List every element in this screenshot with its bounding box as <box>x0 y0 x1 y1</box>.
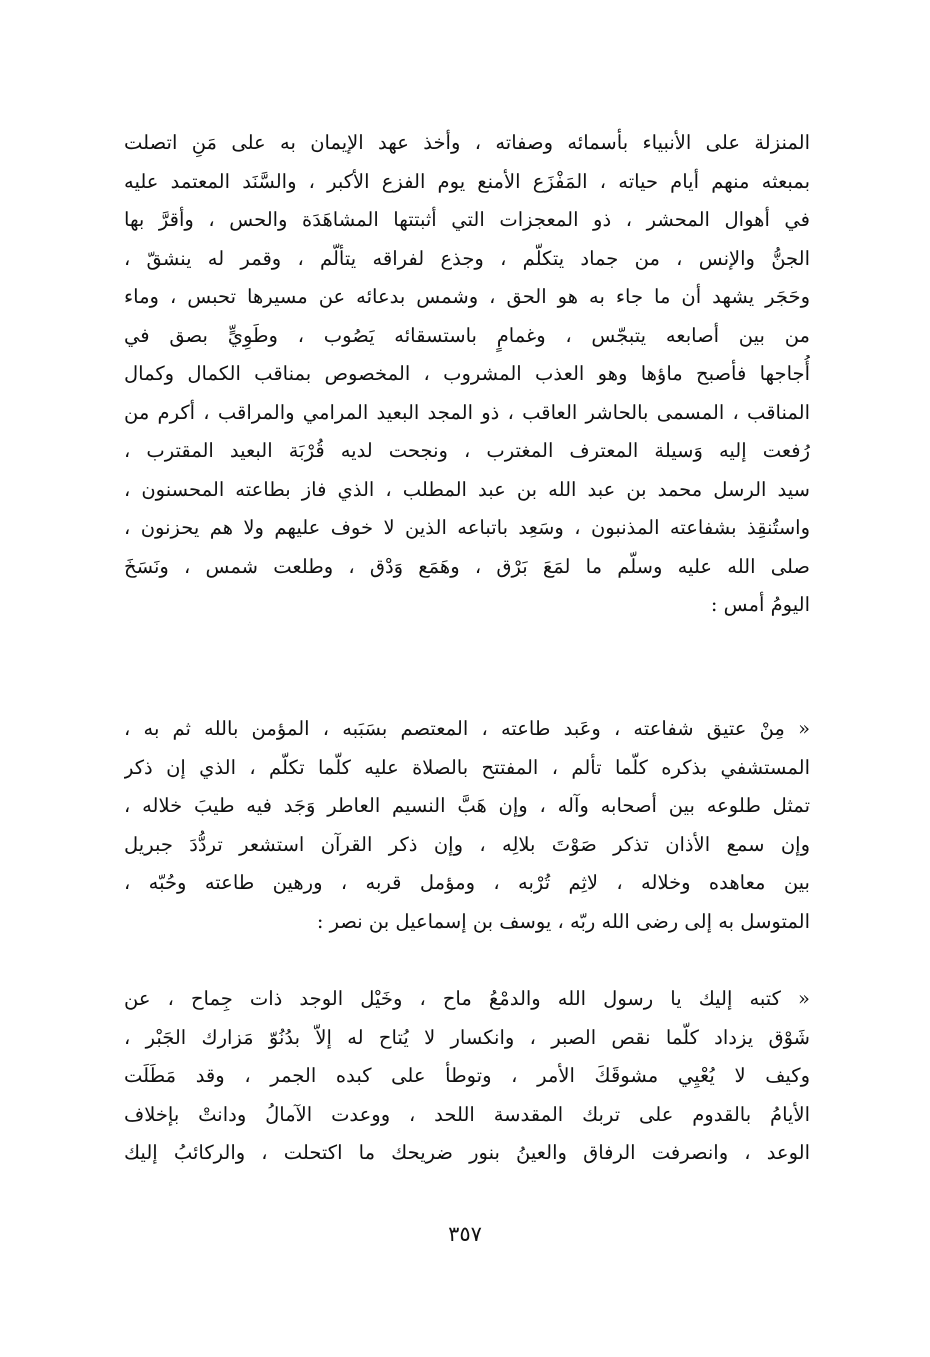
text-line: المتوسل به إلى رضى الله ربّه ، يوسف بن إسماعيل بن نصر : <box>316 909 810 933</box>
text-line: المناقب ، المسمى بالحاشر العاقب ، ذو المجد البعيد المرامي والمراقب ، أكرم من <box>124 400 810 424</box>
text-line: من بين أصابعه يتبجّس ، وغمامٍ باستسقائه يَصُوب ، وطَوِيٍّ بصق في <box>124 323 810 347</box>
text-line: وكيف لا يُعْيِي مشوقَكَ الأمر ، وتوطأ على كبده الجمر ، وقد مَطَلَت <box>124 1064 810 1087</box>
text-line: الجنُّ والإنس ، من جماد يتكلّم ، وجذع لفراقه يتألّم ، وقمر له ينشقّ ، <box>124 246 810 270</box>
paragraph-praise <box>124 124 810 625</box>
text-line: « مِنْ عتيق شفاعته ، وعَبد طاعته ، المعتصم بسَبَبه ، المؤمن بالله ثم به ، <box>124 717 810 740</box>
text-line: وإن سمع الأذان تذكر صَوْتَ بلالِه ، وإن ذكر القرآن استشعر تردُّدَ جبريل <box>124 832 810 856</box>
text-line: المستشفي بذكره كلّما تألم ، المفتتح بالصلاة عليه كلّما تكلّم ، الذي إن ذكر <box>124 755 810 779</box>
text-line: وحَجَر يشهد أن ما جاء به هو الحق ، وشمس بدعائه عن مسيرها تحبس ، وماء <box>124 285 810 308</box>
text-line: « كتبه إليك يا رسول الله والدمْعُ ماح ، وخَيْل الوجد ذات جِماح ، عن <box>124 987 810 1010</box>
text-line: الوعد ، وانصرفت الرفاق والعينُ بنور ضريحك ما اكتحلت ، والركائبُ إليك <box>124 1141 810 1164</box>
text-line: واستُنقِذ بشفاعته المذنبون ، وسَعِد باتباعه الذين لا خوف عليهم ولا هم يحزنون ، <box>124 516 810 539</box>
text-line: سيد الرسل محمد بن عبد الله بن عبد المطلب ، الذي فاز بطاعته المحسنون ، <box>124 477 810 501</box>
text-line: صلى الله عليه وسلّم ما لمَعَ بَرْق ، وهَمَع وَدْق ، وطلعت شمس ، ونَسَخَ <box>124 554 810 578</box>
text-line: أُجاجها فأصبح ماؤها وهو العذب المشروب ، المخصوص بمناقب الكمال وكمال <box>124 362 810 385</box>
page-number: ٣٥٧ <box>448 1222 482 1246</box>
text-line: اليومُ أمس : <box>710 593 810 616</box>
text-line: رُفعت إليه وَسيلة المعترف المغترب ، ونجحت لديه قُرْبَة البعيد المقترب ، <box>124 439 810 462</box>
paragraph-sender <box>124 710 810 941</box>
text-line: شَوْق يزداد كلّما نقص الصبر ، وانكسار لا يُتاح له إلاّ بدُنُوّ مَزارك الجَبْر ، <box>124 1025 810 1049</box>
paragraph-letter <box>124 980 810 1173</box>
text-line: في أهوال المحشر ، ذو المعجزات التي أثبتتها المشاهَدَة والحس ، وأقرَّ بها <box>124 208 810 231</box>
text-line: بمبعثه منهم أيام حياته ، المَفْزَع الأمنع يوم الفزع الأكبر ، والسَّنَد المعتمد عليه <box>124 169 810 193</box>
text-line: الأيامُ بالقدوم على تربك المقدسة اللحد ، ووعدت الآمالُ ودانتْ بإخلاف <box>124 1102 810 1126</box>
text-line: المنزلة على الأنبياء بأسمائه وصفاته ، وأخذ عهد الإيمان به على مَنِ اتصلت <box>124 131 810 154</box>
text-line: بين معاهده وخلاله ، لاثِم تُرْبه ، ومؤمل قربه ، ورهين طاعته وحُبّه ، <box>124 871 810 894</box>
text-line: تمثل طلوعه بين أصحابه وآله ، وإن هَبَّ النسيم العاطر وَجَد فيه طيبَ خلاله ، <box>124 794 810 817</box>
